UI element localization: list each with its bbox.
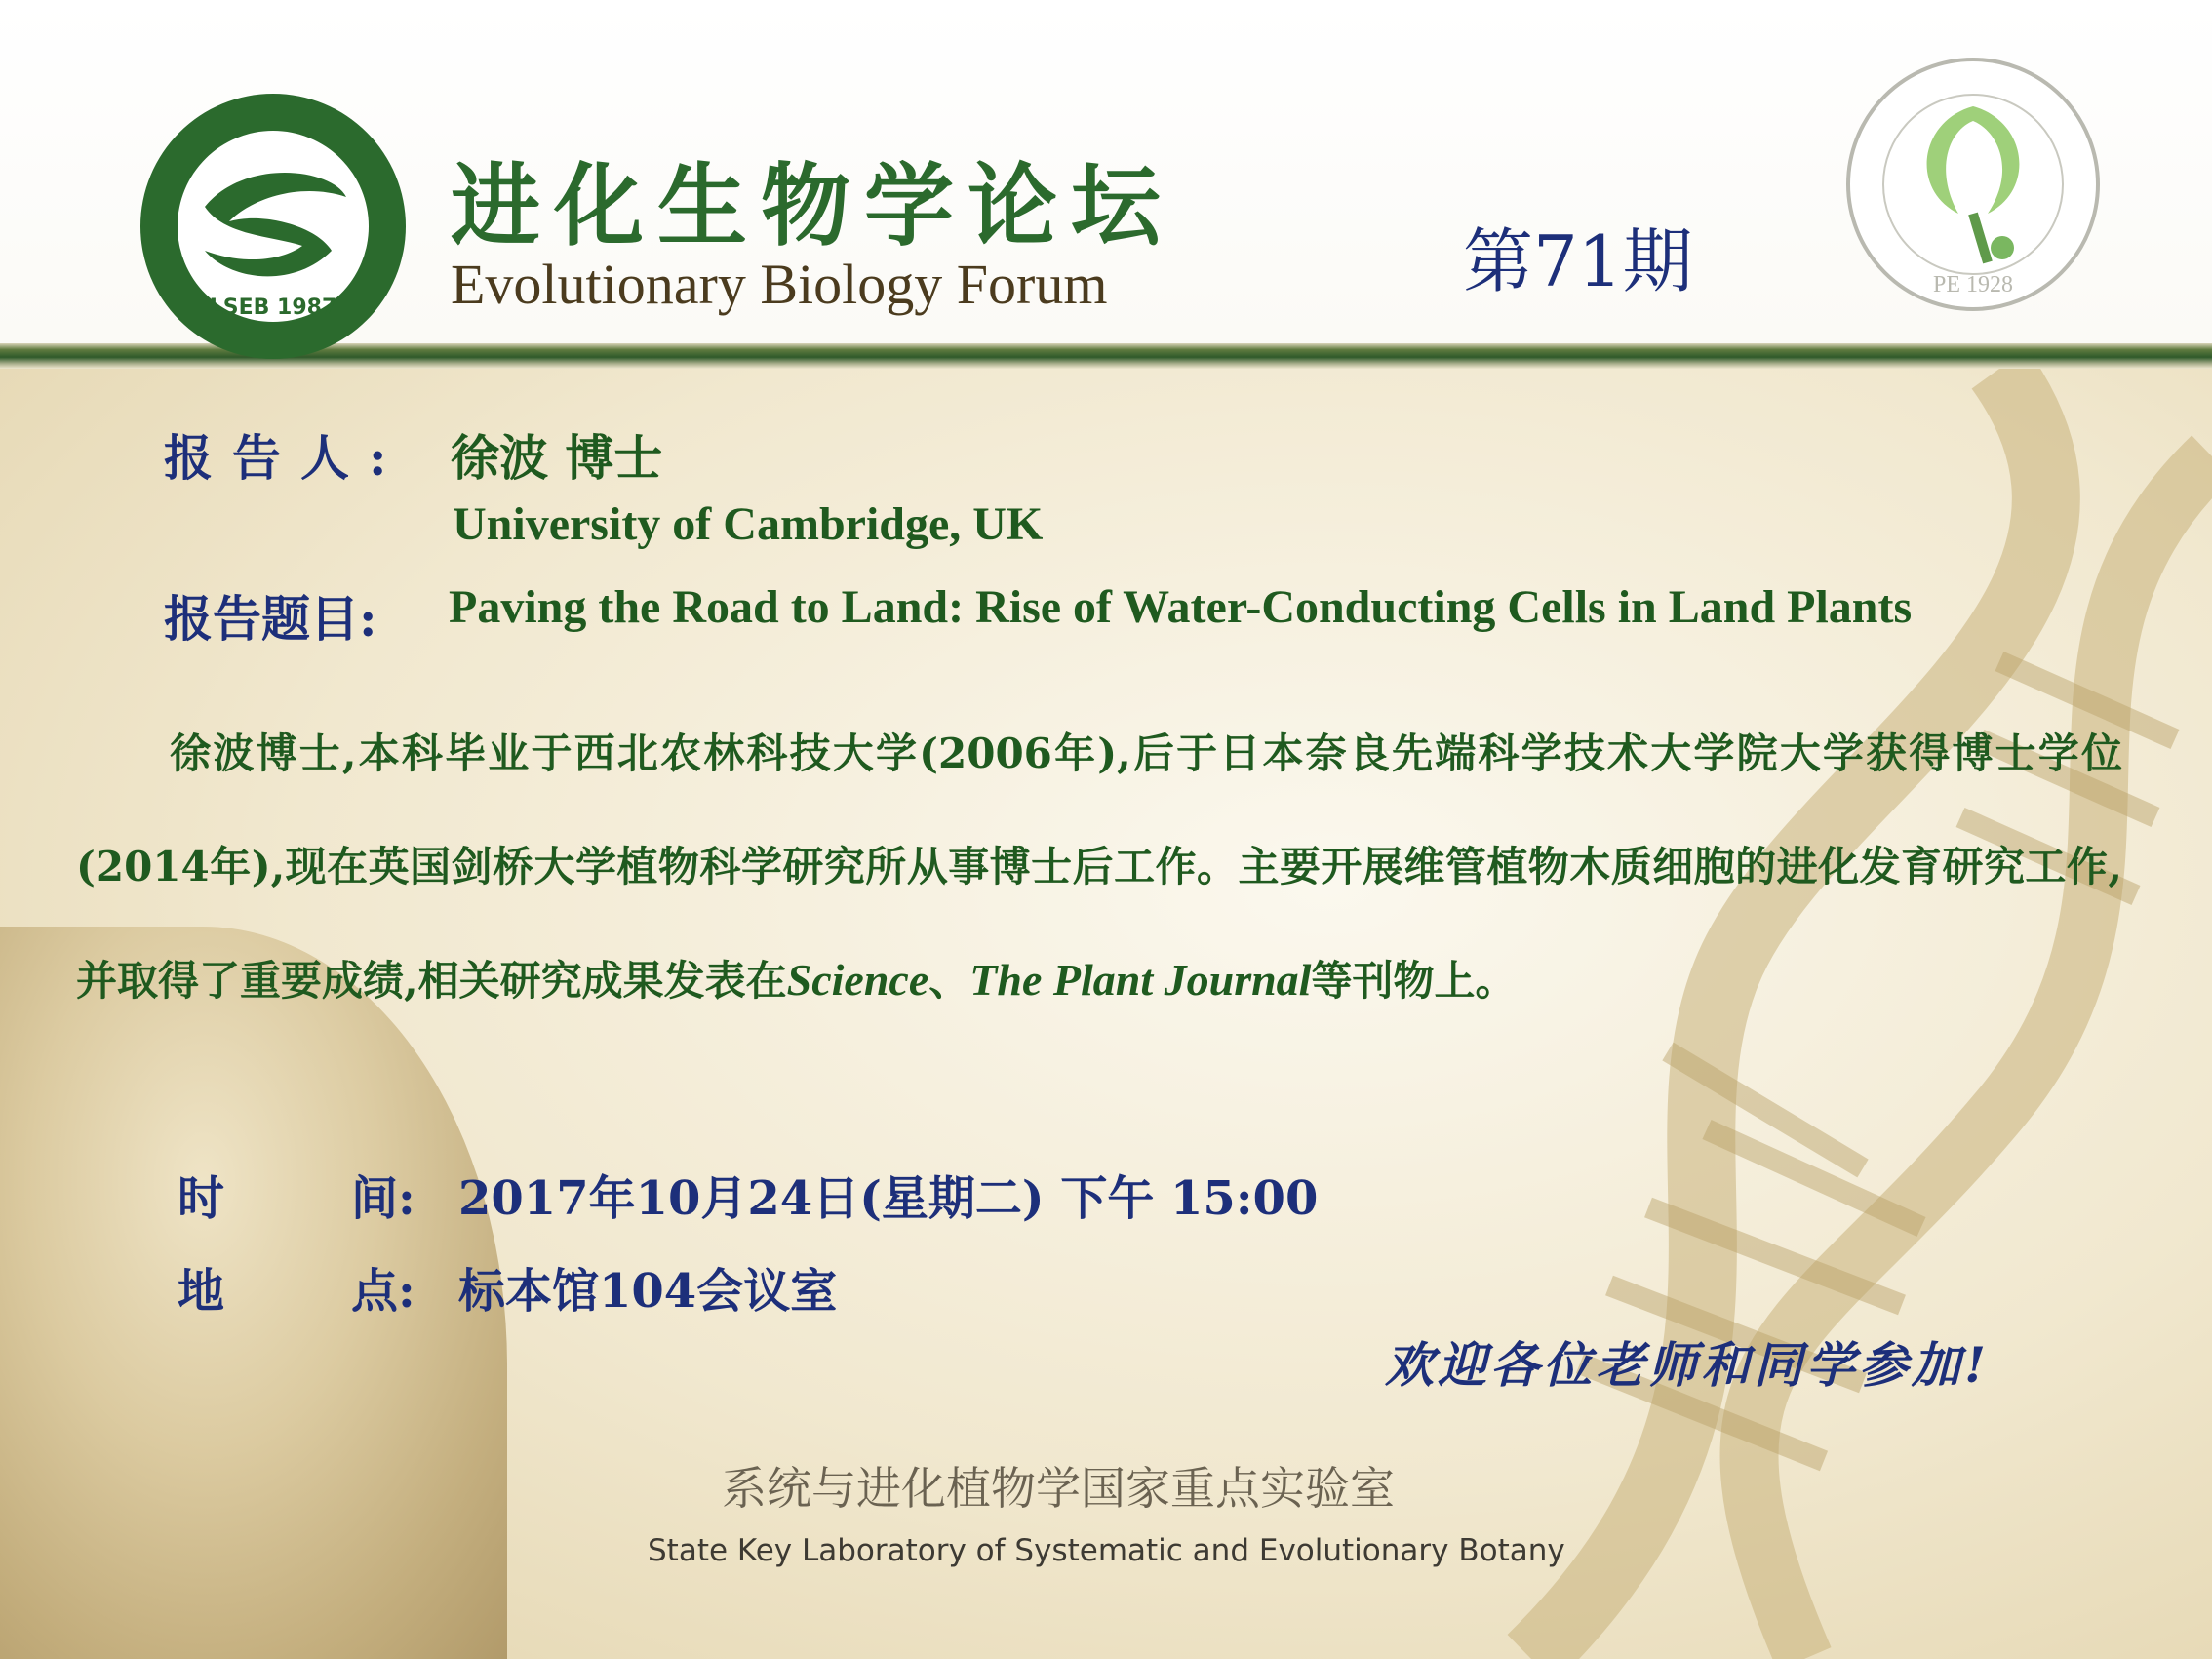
speaker-name: 徐波 博士 (451, 429, 663, 487)
place-value: 标本馆104会议室 (458, 1264, 838, 1319)
forum-title-en: Evolutionary Biology Forum (451, 253, 1108, 316)
footer-lab-name-cn: 系统与进化植物学国家重点实验室 (722, 1462, 1395, 1515)
place-label-a: 地 (178, 1264, 225, 1319)
topic-label: 报告题目: (164, 590, 377, 648)
time-label-a: 时 (178, 1171, 225, 1226)
time-value: 2017年10月24日(星期二) 下午 15:00 (458, 1171, 1319, 1226)
speaker-affiliation: University of Cambridge, UK (453, 498, 1044, 550)
bio-text-2: 等刊物上。 (1311, 957, 1517, 1005)
topic-title: Paving the Road to Land: Rise of Water-Conducting Cells in Land Plants (449, 581, 1913, 633)
bio-text-1: 徐波博士,本科毕业于西北农林科技大学(2006年),后于日本奈良先端科学技术大学院大学获得博士学位(2014年),现在英国剑桥大学植物科学研究所从事博士后工作。主要开展维管植物木质细胞的进化发育研究工作,并取得了重要成绩,相关研究成果发表在 (76, 730, 2122, 1005)
journal-plant-journal: The Plant Journal (969, 955, 1312, 1005)
welcome-message: 欢迎各位老师和同学参加! (1385, 1336, 1990, 1394)
speaker-label: 报告人: (164, 429, 407, 487)
bio-separator: 、 (928, 957, 970, 1005)
journal-science: Science (786, 955, 929, 1005)
issue-number: 第71期 (1463, 220, 1693, 302)
pe-herbarium-logo (1841, 53, 2105, 316)
footer-lab-name-en: State Key Laboratory of Systematic and Evolutionary Botany (648, 1533, 1565, 1568)
svg-text:LSEB 1987: LSEB 1987 (209, 296, 337, 320)
time-label-b: 间: (351, 1171, 415, 1226)
lseb-logo (137, 90, 410, 363)
svg-text:PE 1928: PE 1928 (1932, 272, 2014, 297)
place-label-b: 点: (351, 1264, 415, 1319)
forum-title-cn: 进化生物学论坛 (451, 153, 1175, 258)
speaker-bio (76, 697, 2122, 1038)
